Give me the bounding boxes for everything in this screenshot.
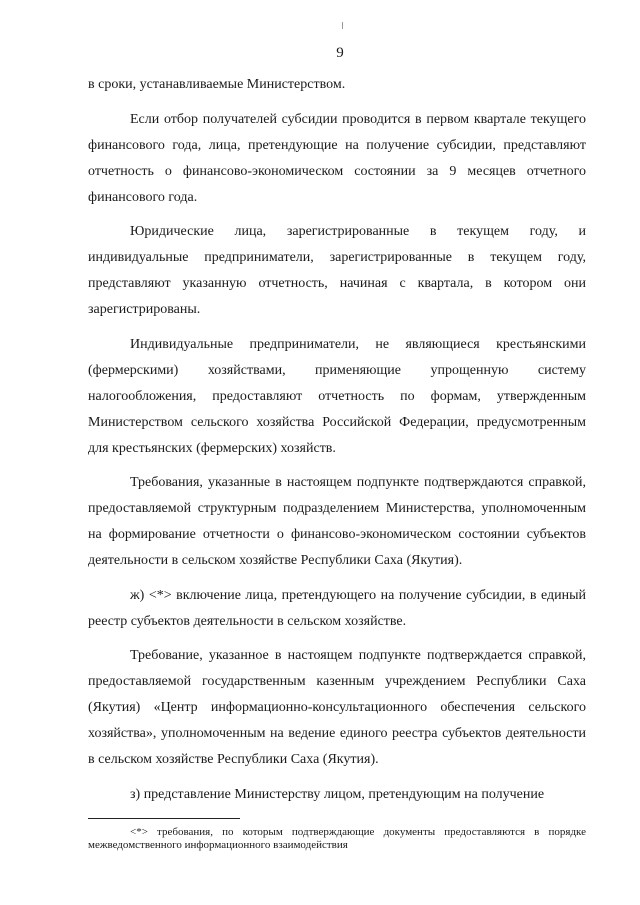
paragraph-requirement-registry: Требование, указанное в настоящем подпункте подтверждается справкой, предоставляемой государственным казенным учреждением Республики Саха (Якутия) «Центр информационно-консультационного обеспечения сельского хозяйства», уполномоченным на ведение единого реестра субъектов деятельности в сельском хозяйстве Республики Саха (Якутия). bbox=[88, 648, 586, 767]
paragraph-continuation: в сроки, устанавливаемые Министерством. bbox=[88, 77, 346, 92]
scan-mark bbox=[342, 22, 343, 29]
footnote: <*> требования, по которым подтверждающие документы предоставляются в порядке межведомственного информационного взаимодействия bbox=[88, 826, 586, 851]
document-body bbox=[88, 72, 586, 816]
paragraph-requirements-confirmation: Требования, указанные в настоящем подпункте подтверждаются справкой, предоставляемой структурным подразделением Министерства, уполномоченным на формирование отчетности о финансово-экономическом состоянии субъектов деятельности в сельском хозяйстве Республики Саха (Якутия). bbox=[88, 475, 586, 568]
paragraph-newly-registered: Юридические лица, зарегистрированные в текущем году, и индивидуальные предприниматели, зарегистрированные в текущем году, представляют указанную отчетность, начиная с квартала, в котором они зарегистрированы. bbox=[88, 224, 586, 317]
footnote-divider bbox=[88, 818, 240, 819]
page-number: 9 bbox=[336, 45, 344, 61]
paragraph-item-zh: ж) <*> включение лица, претендующего на получение субсидии, в единый реестр субъектов деятельности в сельском хозяйстве. bbox=[88, 587, 586, 629]
paragraph-item-z: з) представление Министерству лицом, претендующим на получение bbox=[130, 786, 545, 802]
paragraph-individual-entrepreneurs: Индивидуальные предприниматели, не являющиеся крестьянскими (фермерскими) хозяйствами, применяющие упрощенную систему налогообложения, предоставляют отчетность по формам, утвержденным Министерством сельского хозяйства Российской Федерации, предусмотренным для крестьянских (фермерских) хозяйств. bbox=[88, 336, 586, 456]
paragraph-first-quarter-selection: Если отбор получателей субсидии проводится в первом квартале текущего финансового года, лица, претендующие на получение субсидии, представляют отчетность о финансово-экономическом состоянии за 9 месяцев отчетного финансового года. bbox=[88, 111, 586, 205]
